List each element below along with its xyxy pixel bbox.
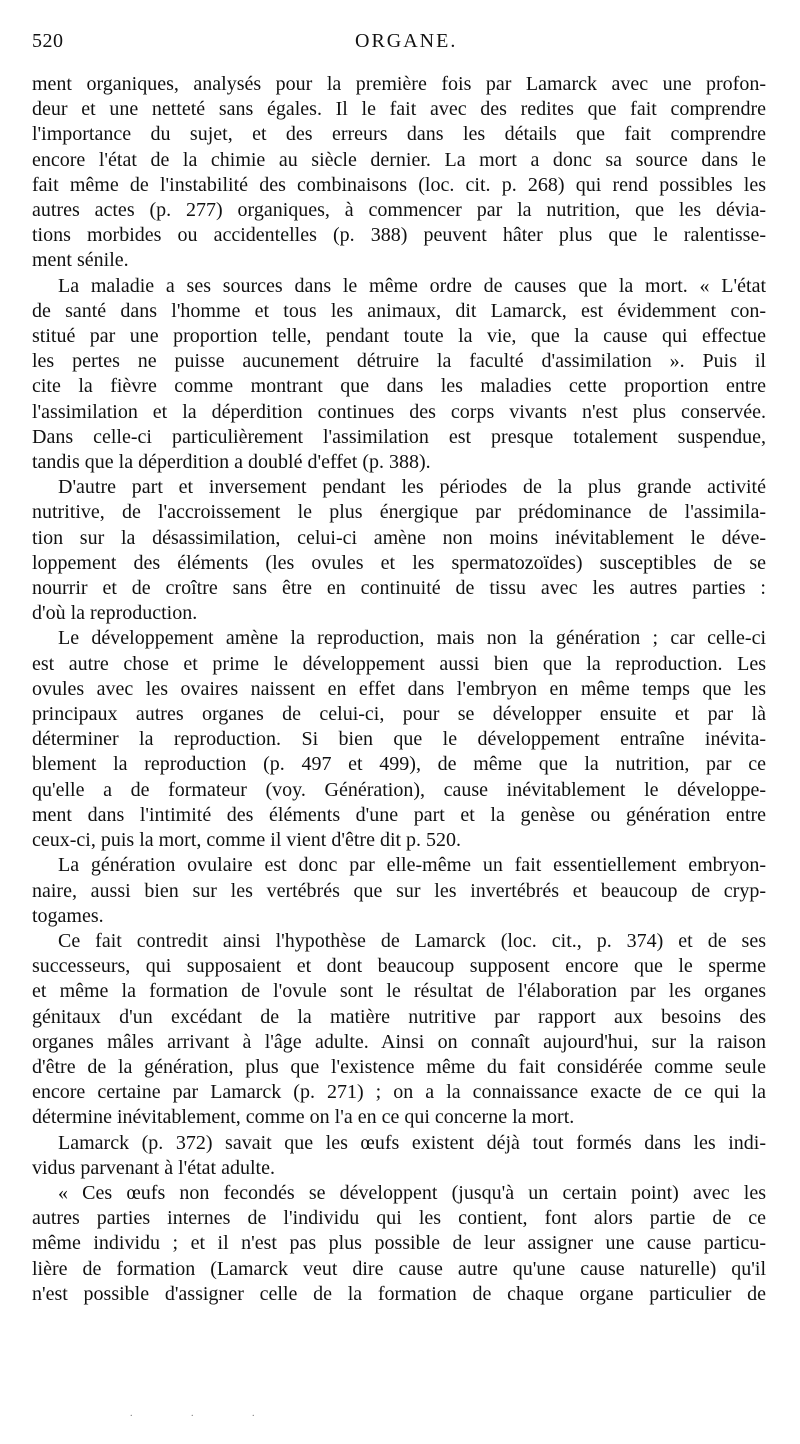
text-line: La maladie a ses sources dans le même ordre de causes que la mort. « L'état — [58, 274, 766, 297]
text-line: Ce fait contredit ainsi l'hypothèse de Lamarck (loc. cit., p. 374) et de ses — [58, 929, 766, 952]
text-line: même individu ; et il n'est pas plus possible de leur assigner une cause particu- — [32, 1232, 766, 1255]
text-line: est autre chose et prime le développement aussi bien que la reproduction. Les — [32, 652, 766, 675]
text-line: D'autre part et inversement pendant les périodes de la plus grande activité — [58, 476, 766, 499]
footer-marks: . . . — [130, 1408, 283, 1419]
text-line: « Ces œufs non fecondés se développent (jusqu'à un certain point) avec les — [58, 1181, 766, 1204]
text-line: encore certaine par Lamarck (p. 271) ; on a la connaissance exacte de ce qui la — [32, 1081, 766, 1104]
text-line: ment organiques, analysés pour la première fois par Lamarck avec une profon- — [32, 73, 766, 95]
text-line: blement la reproduction (p. 497 et 499), de même que la nutrition, par ce — [32, 753, 766, 776]
text-line: loppement des éléments (les ovules et les spermatozoïdes) susceptibles de se — [32, 551, 766, 574]
text-line: de santé dans l'homme et tous les animaux, dit Lamarck, est évidemment con- — [32, 299, 766, 322]
text-line: successeurs, qui supposaient et dont beaucoup supposent encore que le sperme — [32, 955, 766, 978]
text-line: les pertes ne puisse aucunement détruire la faculté d'assimilation ». Puis il — [32, 350, 766, 373]
page-header — [32, 30, 766, 54]
text-line: fait même de l'instabilité des combinaisons (loc. cit. p. 268) qui rend possibles les — [32, 173, 766, 196]
text-line: qu'elle a de formateur (voy. Génération), cause inévitablement le développe- — [32, 778, 766, 801]
text-line: organes mâles arrivant à l'âge adulte. Ainsi on connaît aujourd'hui, sur la raison — [32, 1030, 766, 1053]
document-page — [32, 30, 766, 1307]
text-line: deur et une netteté sans égales. Il le fait avec des redites que fait comprendre — [32, 98, 766, 121]
text-line: nutritive, de l'accroissement le plus énergique par prédominance de l'assimila- — [32, 501, 766, 524]
text-line: Lamarck (p. 372) savait que les œufs existent déjà tout formés dans les indi- — [58, 1131, 766, 1154]
text-line: n'est possible d'assigner celle de la formation de chaque organe particulier de — [32, 1282, 766, 1305]
running-title: ORGANE. — [355, 30, 458, 52]
text-line: cite la fièvre comme montrant que dans les maladies cette proportion entre — [32, 375, 766, 398]
text-line: La génération ovulaire est donc par elle-même un fait essentiellement embryon- — [58, 854, 766, 877]
text-line: Le développement amène la reproduction, mais non la génération ; car celle-ci — [58, 627, 766, 650]
text-line: ment sénile. — [32, 249, 129, 272]
text-line: l'assimilation et la déperdition continues des corps vivants n'est plus conservée. — [32, 400, 766, 423]
text-line: l'importance du sujet, et des erreurs dans les détails que fait comprendre — [32, 123, 766, 146]
text-line: et même la formation de l'ovule sont le résultat de l'élaboration par les organes — [32, 980, 766, 1003]
text-line: naire, aussi bien sur les vertébrés que sur les invertébrés et beaucoup de cryp- — [32, 879, 766, 902]
text-line: d'où la reproduction. — [32, 602, 198, 625]
text-line: détermine inévitablement, comme on l'a en ce qui concerne la mort. — [32, 1106, 575, 1129]
text-line: vidus parvenant à l'état adulte. — [32, 1156, 275, 1179]
text-line: ment dans l'intimité des éléments d'une part et la genèse ou génération entre — [32, 803, 766, 826]
text-line: principaux autres organes de celui-ci, pour se développer ensuite et par là — [32, 703, 766, 726]
text-line: lière de formation (Lamarck veut dire cause autre qu'une cause naturelle) qu'il — [32, 1257, 766, 1280]
text-line: d'être de la génération, plus que l'existence même du fait considérée comme seule — [32, 1055, 766, 1078]
body-text — [32, 72, 766, 1307]
text-line: ceux-ci, puis la mort, comme il vient d'être dit p. 520. — [32, 829, 462, 852]
text-line: togames. — [32, 904, 104, 927]
text-line: autres parties internes de l'individu qui les contient, font alors partie de ce — [32, 1207, 766, 1230]
text-line: tions morbides ou accidentelles (p. 388) peuvent hâter plus que le ralentisse- — [32, 224, 766, 247]
text-line: nourrir et de croître sans être en continuité de tissu avec les autres parties : — [32, 577, 766, 600]
text-line: Dans celle-ci particulièrement l'assimilation est presque totalement suspendue, — [32, 425, 766, 448]
text-line: déterminer la reproduction. Si bien que le développement entraîne inévita- — [32, 728, 766, 751]
page-number: 520 — [32, 30, 64, 52]
text-line: autres actes (p. 277) organiques, à commencer par la nutrition, que les dévia- — [32, 199, 766, 222]
text-line: stitué par une proportion telle, pendant toute la vie, que la cause qui effectue — [32, 325, 766, 348]
text-line: ovules avec les ovaires naissent en effet dans l'embryon en même temps que les — [32, 677, 766, 700]
text-line: génitaux d'un excédant de la matière nutritive par rapport aux besoins des — [32, 1005, 766, 1028]
text-line: encore l'état de la chimie au siècle dernier. La mort a donc sa source dans le — [32, 148, 766, 171]
text-line: tion sur la désassimilation, celui-ci amène non moins inévitablement le déve- — [32, 526, 766, 549]
text-line: tandis que la déperdition a doublé d'effet (p. 388). — [32, 451, 431, 474]
